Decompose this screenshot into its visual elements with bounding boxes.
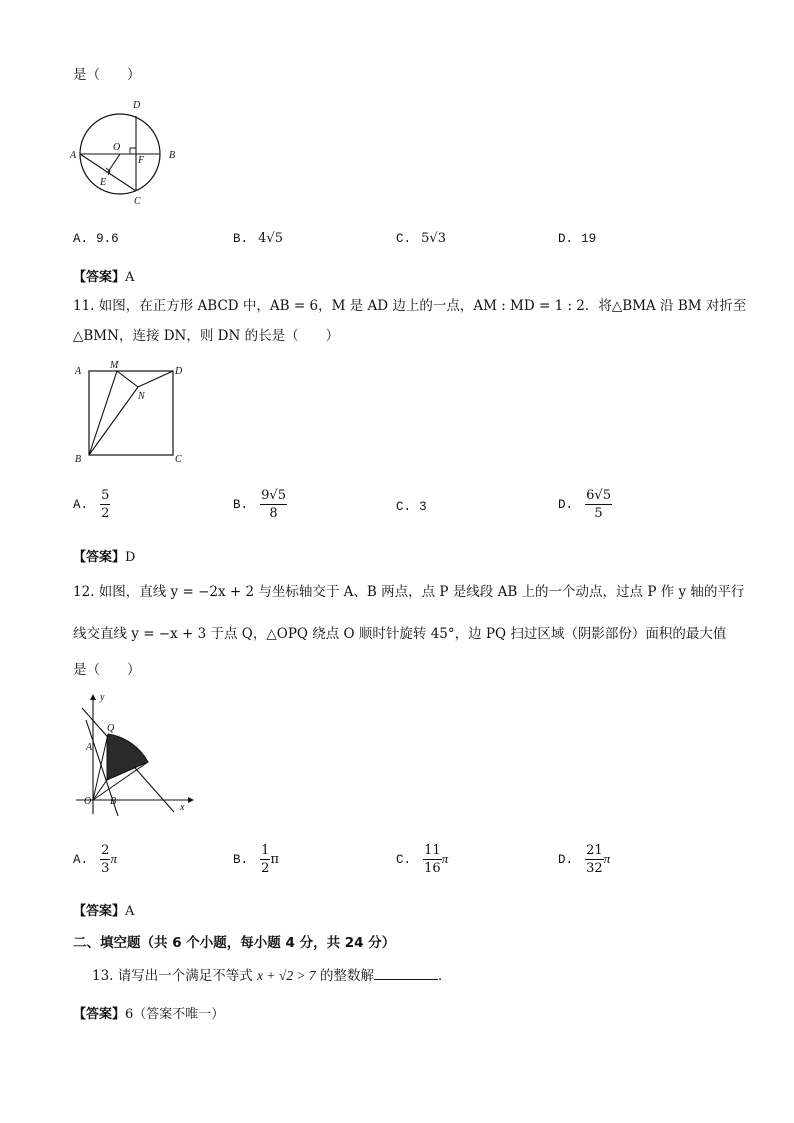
q13-inequality: x + √2 > 7	[257, 968, 316, 983]
q10-label-a: A	[70, 150, 77, 161]
q11-label-a: A	[75, 366, 82, 377]
q13-answer-blank[interactable]	[374, 967, 438, 980]
q11-option-b[interactable]: B. $\frac{9√5}{8}$	[233, 488, 286, 521]
q12-stem-line2: 线交直线 y = −x + 3 于点 Q，△OPQ 绕点 O 顺时针旋转 45°，边 PQ 扫过区域（阴影部份）面积的最大值	[73, 626, 727, 642]
q11-option-d-fraction: $\frac{6√5}{5}$	[586, 488, 611, 521]
q11-option-b-fraction: $\frac{9√5}{8}$	[261, 488, 286, 521]
q11-stem-line2: △BMN，连接 DN，则 DN 的长是（ ）	[73, 328, 340, 344]
q12-label-q: Q	[107, 723, 115, 734]
q12-option-a-fraction: $\frac{2}{3}$	[101, 843, 110, 876]
q10-option-b[interactable]: B. 4√5	[233, 231, 283, 246]
q10-label-f: F	[138, 155, 145, 166]
q12-option-a[interactable]: A. $\frac{2}{3}$ π	[73, 843, 117, 876]
q11-option-d[interactable]: D. $\frac{6√5}{5}$	[558, 488, 611, 521]
q10-label-d: D	[133, 100, 141, 111]
q11-label-b: B	[75, 454, 82, 465]
q12-stem-line1: 12. 如图，直线 y = −2x + 2 与坐标轴交于 A、B 两点，点 P 是线段 AB 上的一个动点，过点 P 作 y 轴的平行	[73, 584, 745, 600]
q10-label-b: B	[169, 150, 176, 161]
q10-answer: 【答案】A	[73, 270, 135, 285]
q12-answer: 【答案】A	[73, 904, 135, 919]
q11-label-d: D	[175, 366, 183, 377]
q12-option-d-fraction: $\frac{21}{32}$	[586, 843, 603, 876]
q11-label-n: N	[138, 391, 145, 402]
q12-option-b[interactable]: B. $\frac{1}{2}$ π	[233, 843, 279, 876]
q13-stem: 13. 请写出一个满足不等式 x + √2 > 7 的整数解 ．	[92, 968, 452, 984]
q11-option-a[interactable]: A. $\frac{5}{2}$	[73, 488, 110, 521]
q12-label-y: y	[100, 692, 105, 703]
q11-label-c: C	[175, 454, 182, 465]
q12-label-a: A	[86, 742, 93, 753]
section-title-fill-in: 二、填空题（共 6 个小题，每小题 4 分，共 24 分）	[73, 935, 396, 951]
q11-label-m: M	[110, 360, 119, 371]
q12-stem-line3: 是（ ）	[73, 662, 141, 678]
q11-option-a-fraction: $\frac{5}{2}$	[101, 488, 110, 521]
q10-option-c[interactable]: C. 5√3	[396, 231, 446, 246]
q10-option-a[interactable]: A. 9.6	[73, 232, 119, 246]
q12-option-c-fraction: $\frac{11}{16}$	[424, 843, 441, 876]
q12-option-c[interactable]: C. $\frac{11}{16}$ π	[396, 843, 449, 876]
q12-option-b-fraction: $\frac{1}{2}$	[261, 843, 270, 876]
q10-circle-figure	[64, 96, 186, 208]
q12-coordinate-figure	[66, 690, 196, 818]
q11-option-c[interactable]: C. 3	[396, 500, 427, 514]
q13-answer: 【答案】6（答案不唯一）	[73, 1007, 225, 1022]
q10-stem-tail: 是（ ）	[73, 67, 141, 83]
q11-answer: 【答案】D	[73, 550, 136, 565]
q10-label-c: C	[134, 196, 141, 207]
q12-label-o: O	[84, 796, 92, 807]
q11-stem-line1: 11. 如图，在正方形 ABCD 中，AB = 6，M 是 AD 边上的一点，AM : MD = 1 : 2．将△BMA 沿 BM 对折至	[73, 298, 747, 314]
q12-label-b: B	[110, 796, 117, 807]
q10-label-o: O	[113, 142, 121, 153]
q12-option-d[interactable]: D. $\frac{21}{32}$ π	[558, 843, 611, 876]
q12-label-x: x	[180, 802, 185, 813]
q10-label-e: E	[100, 177, 107, 188]
q10-option-d[interactable]: D. 19	[558, 232, 597, 246]
q11-square-figure	[70, 360, 200, 468]
